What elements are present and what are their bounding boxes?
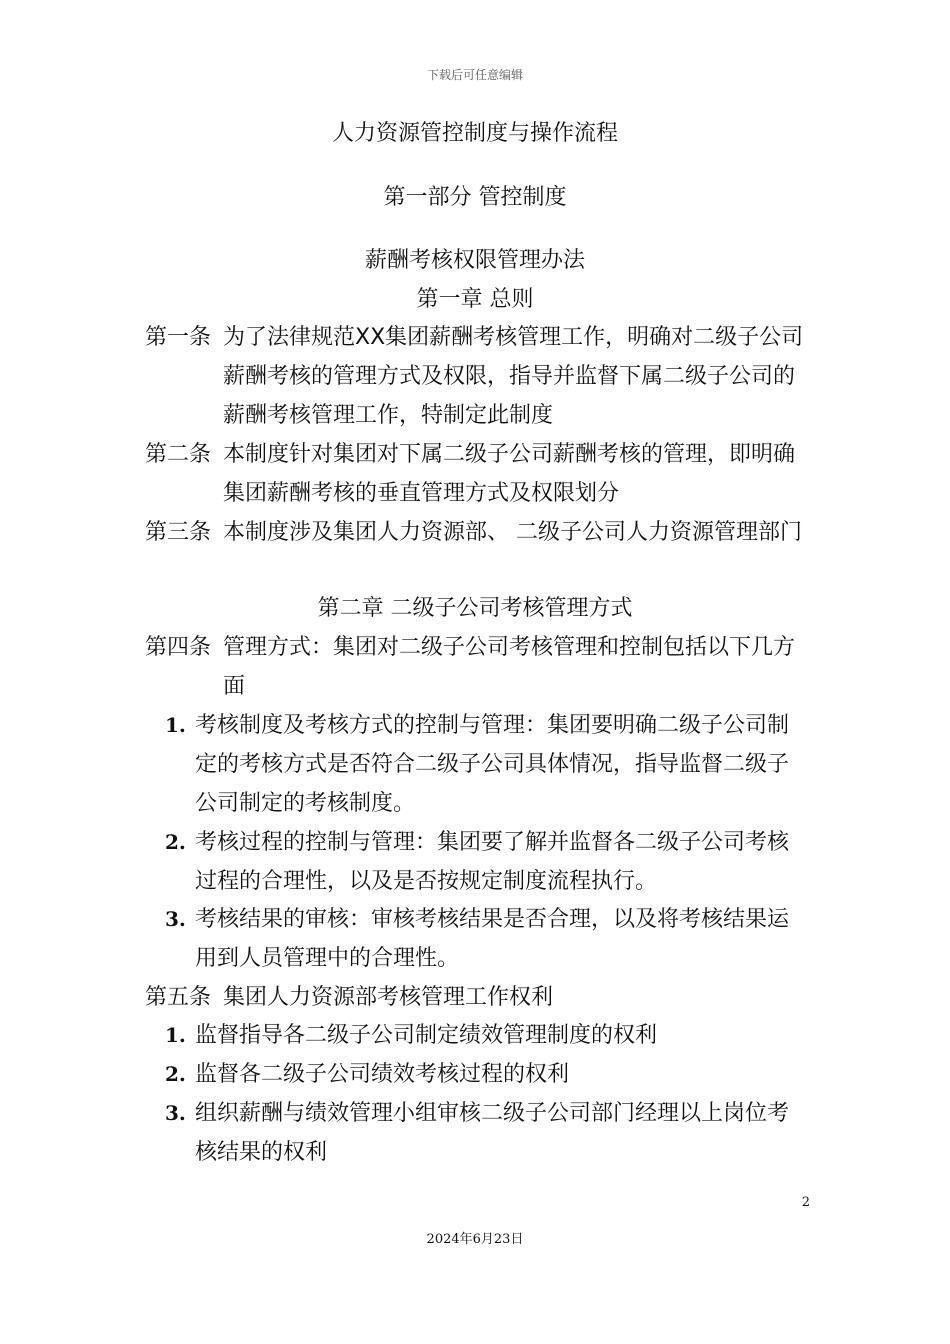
list-number: 1.	[165, 1023, 186, 1047]
list-text: 考核制度及考核方式的控制与管理：集团要明确二级子公司制定的考核方式是否符合二级子公司具体情况，指导监督二级子公司制定的考核制度。	[195, 713, 790, 816]
footer-date: 2024年6月23日	[426, 1232, 524, 1247]
list-text: 监督各二级子公司绩效考核过程的权利	[195, 1062, 570, 1087]
article-text: 为了法律规范XX集团薪酬考核管理工作，明确对二级子公司薪酬考核的管理方式及权限，指导并监督下属二级子公司的薪酬考核管理工作，特制定此制度	[223, 325, 804, 428]
article-label: 第一条	[145, 325, 212, 350]
article-5-item-3	[165, 1094, 810, 1172]
article-5-item-1	[165, 1016, 810, 1055]
article-text: 管理方式：集团对二级子公司考核管理和控制包括以下几方面	[223, 635, 796, 699]
article-label: 第二条	[145, 442, 212, 467]
list-text: 监督指导各二级子公司制定绩效管理制度的权利	[195, 1023, 658, 1048]
chapter-1-title: 第一章 总则	[416, 287, 534, 312]
list-number: 3.	[165, 1101, 186, 1125]
article-label: 第五条	[145, 985, 212, 1010]
article-5-item-2	[165, 1055, 810, 1094]
article-4-item-2	[165, 823, 810, 901]
article-label: 第四条	[145, 635, 212, 660]
chapter-2-title: 第二章 二级子公司考核管理方式	[317, 596, 633, 621]
part-title: 第一部分 管控制度	[383, 185, 567, 210]
article-text: 集团人力资源部考核管理工作权利	[223, 985, 554, 1010]
article-5	[145, 978, 810, 1017]
article-4	[145, 628, 810, 706]
page-number: 2	[801, 1195, 810, 1210]
article-text: 本制度针对集团对下属二级子公司薪酬考核的管理，即明确集团薪酬考核的垂直管理方式及权限划分	[223, 442, 796, 506]
list-number: 3.	[165, 907, 186, 931]
article-1	[145, 318, 810, 435]
header-note: 下载后可任意编辑	[426, 68, 523, 82]
list-text: 考核过程的控制与管理：集团要了解并监督各二级子公司考核过程的合理性，以及是否按规定制度流程执行。	[195, 830, 790, 894]
list-number: 2.	[165, 830, 186, 854]
list-text: 组织薪酬与绩效管理小组审核二级子公司部门经理以上岗位考核结果的权利	[195, 1101, 790, 1165]
document-title: 人力资源管控制度与操作流程	[331, 121, 618, 146]
section-title: 薪酬考核权限管理办法	[364, 248, 585, 273]
article-label: 第三条	[145, 520, 212, 545]
list-number: 1.	[165, 713, 186, 737]
list-number: 2.	[165, 1062, 186, 1086]
article-text: 本制度涉及集团人力资源部、 二级子公司人力资源管理部门	[223, 520, 802, 545]
article-4-item-1	[165, 706, 810, 823]
article-4-item-3	[165, 900, 810, 978]
article-2	[145, 435, 810, 513]
list-text: 考核结果的审核：审核考核结果是否合理，以及将考核结果运用到人员管理中的合理性。	[195, 907, 790, 971]
article-3	[145, 513, 810, 552]
